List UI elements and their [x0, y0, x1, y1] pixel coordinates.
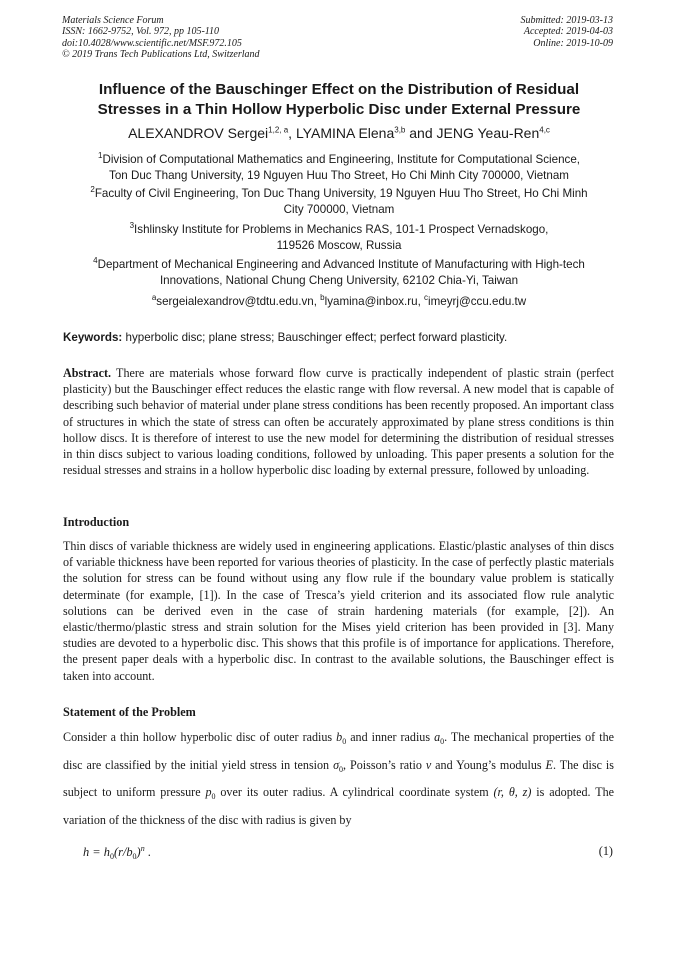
math-coordinates: (r, θ, z) [493, 785, 532, 800]
abstract [63, 365, 614, 478]
text-run: . The mechanical properties of the disc are classified by the initial yield stress in tension [63, 730, 614, 772]
affiliation-text: City 700000, Vietnam [283, 202, 395, 216]
keywords-text: hyperbolic disc; plane stress; Bauschinger effect; perfect forward plasticity. [122, 331, 508, 344]
math-subscript: 0 [211, 792, 216, 802]
email-separator: , [313, 295, 321, 308]
math-symbol: a [434, 730, 441, 744]
math-a0 [434, 730, 444, 744]
affiliation-number: 1 [98, 151, 103, 161]
equation-1 [83, 844, 151, 861]
affiliation-number: 2 [90, 185, 95, 195]
author-separator: , [288, 125, 296, 141]
math-nu: ν [425, 757, 432, 772]
section-heading-statement: Statement of the Problem [63, 705, 196, 719]
affiliation-text: 119526 Moscow, Russia [276, 238, 402, 252]
eq-subscript: 0 [109, 852, 114, 862]
eq-part: h = h [83, 845, 110, 860]
email-marker: c [424, 293, 429, 303]
journal-header [62, 15, 260, 60]
abstract-text: There are materials whose forward flow curve is practically independent of plastic strain (perfect plasticity) but the Bauschinger effect reduces the elastic range with flow reversal. A new model that is capable of describing such behavior of material under plane stress conditions has been recently proposed. An important class of structures in which the state of stress can often be accurately approximated by plane stress conditions is thin hollow discs. It is therefore of interest to use the new model for determining the distribution of residual stresses in thin discs subject to various loading conditions, followed by unloading. This paper presents a solution for the residual stresses and strains in a hollow hyperbolic disc loading by external pressure, followed by unloading. [63, 366, 614, 478]
affiliation-text: Ishlinsky Institute for Problems in Mechanics RAS, 101-1 Prospect Vernadskogo, [134, 223, 549, 236]
email-marker: a [151, 293, 157, 303]
journal-name: Materials Science Forum [62, 15, 164, 26]
eq-part: . [144, 845, 151, 860]
text-run: and inner radius [346, 730, 435, 744]
author-name: JENG Yeau-Ren [436, 125, 540, 141]
journal-doi: doi:10.4028/www.scientific.net/MSF.972.105 [62, 37, 242, 49]
math-symbol: b [336, 730, 343, 744]
email-link[interactable]: lyamina@inbox.ru [324, 295, 418, 308]
text-run: , Poisson’s ratio [343, 757, 426, 772]
affiliation-text: Division of Computational Mathematics and Engineering, Institute for Computational Science, [102, 153, 580, 166]
keywords-label: Keywords: [63, 331, 123, 344]
eq-part: (r/b [113, 845, 133, 860]
author-name: LYAMINA Elena [295, 125, 395, 141]
math-symbol: σ [333, 757, 340, 772]
section-heading-introduction: Introduction [63, 515, 130, 529]
author-name: ALEXANDROV Sergei [128, 125, 269, 141]
affiliation-2 [40, 186, 638, 218]
math-E: E [545, 757, 553, 772]
statement-text [63, 726, 614, 832]
text-run: . The disc is subject to uniform pressure [63, 757, 614, 800]
eq-part: ) [136, 845, 141, 860]
email-link[interactable]: sergeialexandrov@tdtu.edu.vn [156, 295, 314, 308]
math-subscript: 0 [342, 737, 347, 746]
eq-subscript: 0 [132, 852, 137, 862]
text-run: Consider a thin hollow hyperbolic disc of outer radius [63, 730, 337, 744]
dates-header [521, 15, 614, 49]
equation-number: (1) [598, 844, 613, 858]
math-subscript: 0 [440, 737, 445, 746]
eq-exponent: n [140, 844, 145, 853]
journal-copyright: © 2019 Trans Tech Publications Ltd, Switzerland [62, 48, 260, 60]
math-b0 [336, 730, 346, 744]
affiliation-text: Innovations, National Chung Cheng University, 62102 Chia-Yi, Taiwan [159, 273, 519, 287]
text-run: and Young’s modulus [431, 757, 546, 772]
math-symbol: p [205, 785, 212, 800]
math-p0 [205, 785, 216, 802]
author-superscript: 3,b [394, 125, 406, 135]
paper-title [40, 80, 638, 119]
text-run: over its outer radius. A cylindrical coordinate system [215, 785, 494, 800]
journal-issn: ISSN: 1662-9752, Vol. 972, pp 105-110 [62, 26, 220, 38]
date-online: Online: 2019-10-09 [533, 37, 613, 49]
title-line-1: Influence of the Bauschinger Effect on the Distribution of Residual [98, 81, 580, 98]
introduction-text: Thin discs of variable thickness are widely used in engineering applications. Elastic/plastic analyses of thin discs of variable thickness have been reported for various theories of plasticity. In the case of perfectly plastic materials the solution for stress can be found without using any flow rule if the boundary value problem is statically determinate (for example, [1]). In the case of Tresca’s yield criterion and its associated flow rule analytic solutions can be derived even in the case of strain hardening materials (for example, [2]). An elastic/thermo/plastic stress and strain solution for the Mises yield criterion has been provided in [3]. Many studies are devoted to a hyperbolic disc. This shows that this profile is of importance for applications. Therefore, the present paper deals with a hyperbolic disc. In contrast to the available solutions, the Bauschinger effect is taken into account. [63, 539, 614, 683]
affiliation-1 [40, 152, 638, 184]
abstract-label: Abstract. [63, 366, 112, 380]
email-link[interactable]: imeyrj@ccu.edu.tw [428, 295, 527, 308]
affiliation-text: Ton Duc Thang University, 19 Nguyen Huu Tho Street, Ho Chi Minh City 700000, Vietnam [109, 168, 569, 182]
text-run: is adopted. The variation of the thickness of the disc with radius is given by [63, 785, 615, 827]
affiliation-number: 3 [129, 221, 135, 231]
title-line-2: Stresses in a Thin Hollow Hyperbolic Disc under External Pressure [97, 100, 581, 118]
email-marker: b [320, 293, 325, 303]
math-subscript: 0 [339, 764, 344, 774]
email-list [40, 294, 638, 310]
author-superscript: 4,c [539, 125, 550, 135]
affiliation-number: 4 [93, 256, 98, 266]
author-list [30, 124, 648, 142]
affiliation-text: Faculty of Civil Engineering, Ton Duc Thang University, 19 Nguyen Huu Tho Street, Ho Chi Minh [94, 187, 588, 200]
author-superscript: 1,2, a [268, 125, 289, 135]
email-separator: , [417, 295, 425, 308]
affiliation-3 [40, 222, 638, 254]
math-sigma0 [333, 758, 343, 772]
keywords [63, 330, 623, 345]
author-separator: and [405, 125, 437, 141]
date-accepted: Accepted: 2019-04-03 [523, 26, 613, 38]
affiliation-text: Department of Mechanical Engineering and Advanced Institute of Manufacturing with High-tech [97, 258, 585, 271]
date-submitted: Submitted: 2019-03-13 [520, 15, 613, 26]
affiliation-4 [40, 257, 638, 289]
